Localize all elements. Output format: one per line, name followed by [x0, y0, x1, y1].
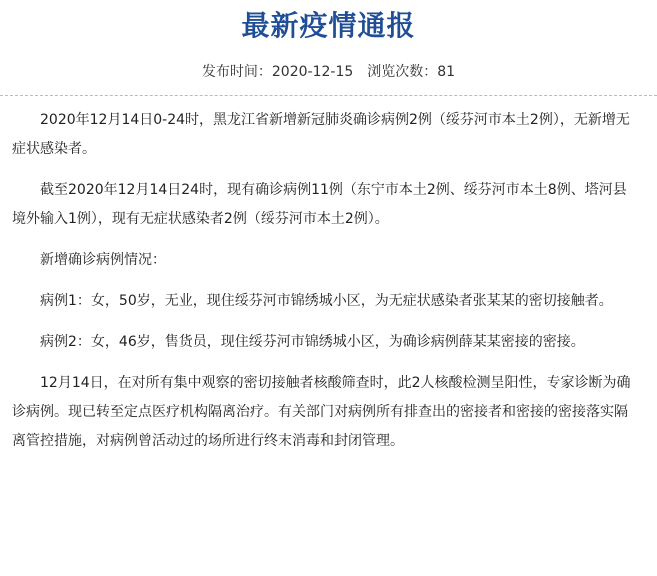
article-meta: [0, 60, 657, 84]
paragraph-case-2: 病例2：女，46岁，售货员，现住绥芬河市锦绣城小区，为确诊病例薛某某密接的密接。: [40, 334, 585, 350]
paragraph-summary: 2020年12月14日0-24时，黑龙江省新增新冠肺炎确诊病例2例（绥芬河市本土2例），无新增无症状感染者。: [12, 112, 630, 157]
paragraph-new-cases-heading: 新增确诊病例情况：: [40, 252, 166, 268]
publish-label: 发布时间：: [201, 64, 272, 80]
views-count: 81: [437, 64, 456, 80]
views-label: 浏览次数：: [367, 64, 438, 80]
page-title: 最新疫情通报: [241, 9, 416, 42]
paragraph-response: 12月14日，在对所有集中观察的密切接触者核酸筛查时，此2人核酸检测呈阳性，专家诊断为确诊病例。现已转至定点医疗机构隔离治疗。有关部门对病例所有排查出的密接者和密接的密接落实隔离管控措施，对病例曾活动过的场所进行终末消毒和封闭管理。: [12, 375, 631, 449]
paragraph-current-cases: 截至2020年12月14日24时，现有确诊病例11例（东宁市本土2例、绥芬河市本土8例、塔河县境外输入1例），现有无症状感染者2例（绥芬河市本土2例）。: [12, 182, 627, 227]
paragraph-case-1: 病例1：女，50岁，无业，现住绥芬河市锦绣城小区，为无症状感染者张某某的密切接触者。: [40, 293, 613, 309]
publish-date: 2020-12-15: [271, 64, 354, 80]
article-body: [12, 106, 632, 468]
header-divider: [0, 95, 657, 96]
